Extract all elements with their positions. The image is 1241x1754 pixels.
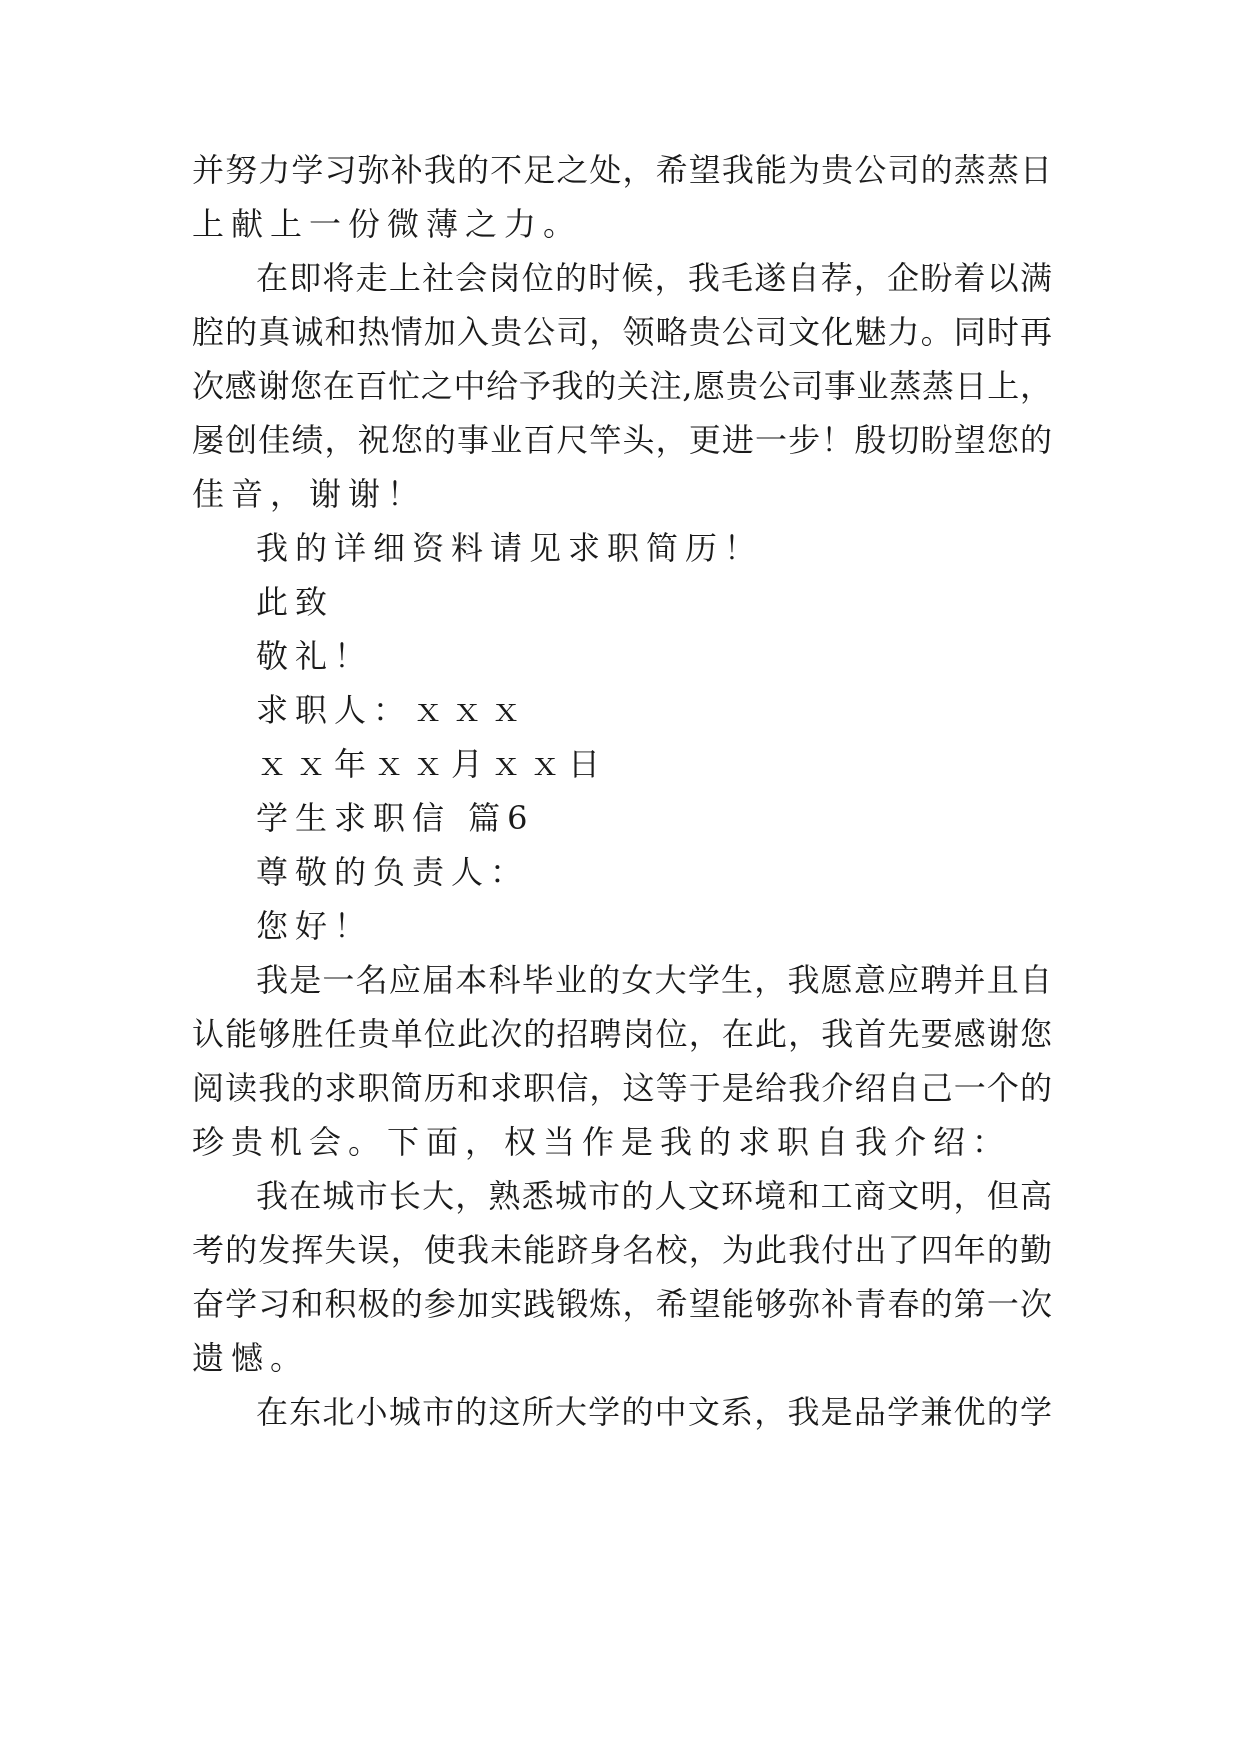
text-line: 并努力学习弥补我的不足之处，希望我能为贵公司的蒸蒸日 [192,151,1052,189]
paragraph-first-line: 我在城市长大，熟悉城市的人文环境和工商文明，但高 [256,1177,1052,1215]
paragraph-first-line: 我是一名应届本科毕业的女大学生，我愿意应聘并且自 [256,961,1052,999]
text-line: 次感谢您在百忙之中给予我的关注,愿贵公司事业蒸蒸日上， [192,367,1052,405]
text-line: 遗憾。 [192,1339,310,1377]
text-line: 珍贵机会。下面，权当作是我的求职自我介绍： [192,1123,1012,1161]
text-line: 佳音，谢谢！ [192,475,427,513]
closing-line: 此致 [256,583,335,621]
section-heading: 学生求职信 篇6 [256,799,535,837]
date-line: ｘｘ年ｘｘ月ｘｘ日 [256,745,608,783]
greeting-line: 尊敬的负责人： [256,853,530,891]
paragraph-first-line: 在即将走上社会岗位的时候，我毛遂自荐，企盼着以满 [256,259,1052,297]
signature-line: 求职人：ｘｘｘ [256,691,530,729]
text-line: 屡创佳绩，祝您的事业百尺竿头，更进一步！殷切盼望您的 [192,421,1052,459]
text-line: 阅读我的求职简历和求职信，这等于是给我介绍自己一个的 [192,1069,1052,1107]
salutation-line: 敬礼！ [256,637,374,675]
paragraph-first-line: 在东北小城市的这所大学的中文系，我是品学兼优的学 [256,1393,1052,1431]
text-line: 腔的真诚和热情加入贵公司，领略贵公司文化魅力。同时再 [192,313,1052,351]
text-line: 我的详细资料请见求职简历！ [256,529,764,567]
text-line: 认能够胜任贵单位此次的招聘岗位，在此，我首先要感谢您 [192,1015,1052,1053]
text-line: 奋学习和积极的参加实践锻炼，希望能够弥补青春的第一次 [192,1285,1052,1323]
greeting-line: 您好！ [256,907,374,945]
text-line: 上献上一份微薄之力。 [192,205,583,243]
text-line: 考的发挥失误，使我未能跻身名校，为此我付出了四年的勤 [192,1231,1052,1269]
